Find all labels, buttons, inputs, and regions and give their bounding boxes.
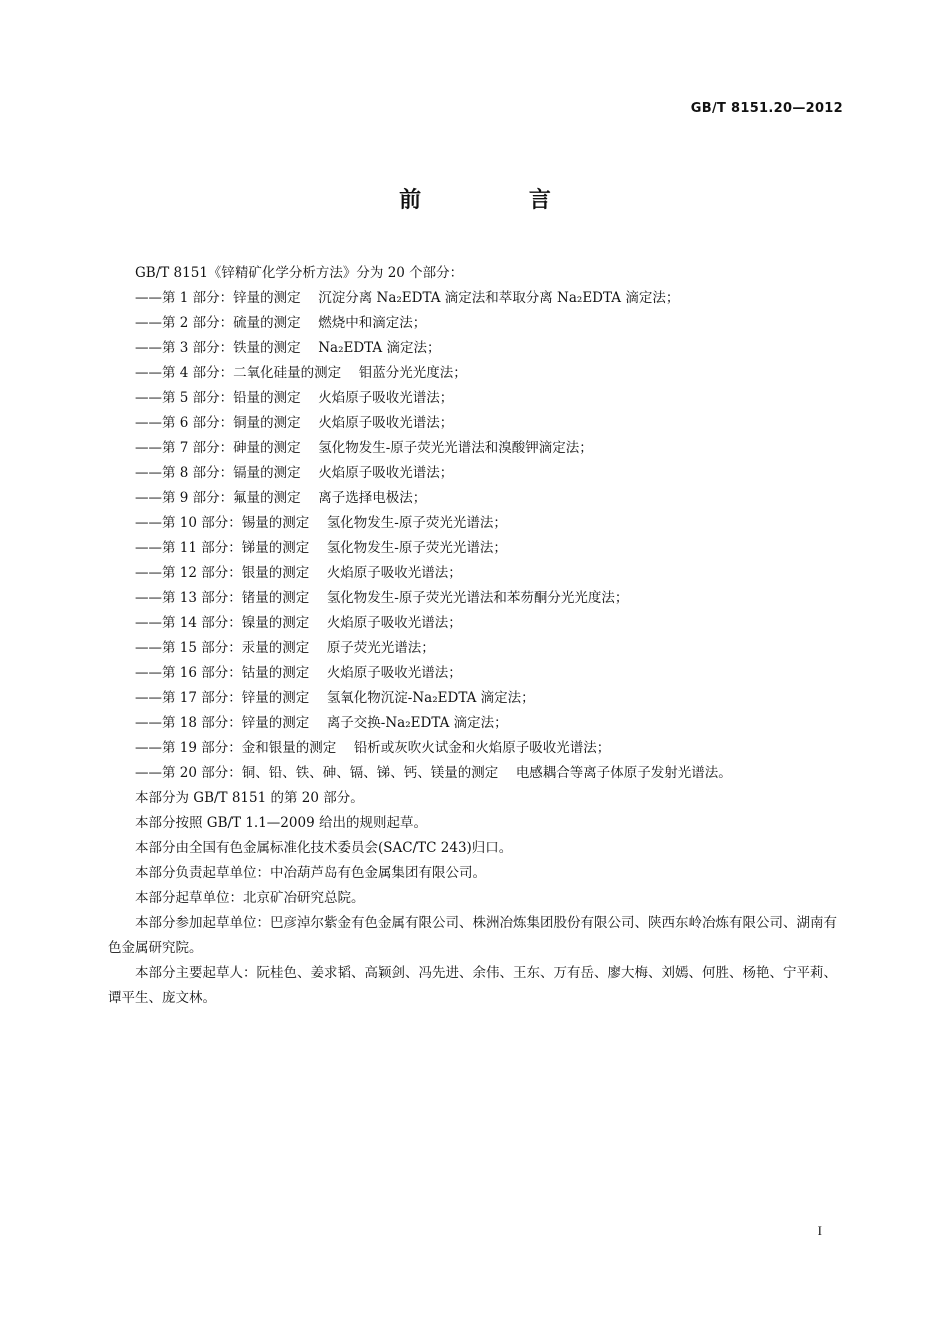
- body-paragraph: 本部分负责起草单位：中冶葫芦岛有色金属集团有限公司。: [135, 865, 486, 881]
- list-item: ——第 5 部分：铅量的测定 火焰原子吸收光谱法；: [135, 390, 454, 406]
- list-item: ——第 4 部分：二氧化硅量的测定 钼蓝分光光度法；: [135, 365, 467, 381]
- list-item: ——第 17 部分：锌量的测定 氢氧化物沉淀-Na₂EDTA 滴定法；: [135, 690, 535, 706]
- list-item: ——第 18 部分：锌量的测定 离子交换-Na₂EDTA 滴定法；: [135, 715, 508, 731]
- page-number: I: [817, 1223, 822, 1238]
- page-title: 前 言: [399, 188, 601, 213]
- list-item: ——第 13 部分：锗量的测定 氢化物发生-原子荧光光谱法和苯芴酮分光光度法；: [135, 590, 629, 606]
- list-item: ——第 2 部分：硫量的测定 燃烧中和滴定法；: [135, 315, 427, 331]
- list-item: ——第 11 部分：锑量的测定 氢化物发生-原子荧光光谱法；: [135, 540, 507, 556]
- list-item: ——第 12 部分：银量的测定 火焰原子吸收光谱法；: [135, 565, 462, 581]
- body-paragraph: 本部分主要起草人：阮桂色、姜求韬、高颖剑、冯先进、余伟、王东、万有岳、廖大梅、刘嫣、何胜、杨艳、宁平莉、谭平生、庞文林。: [108, 965, 837, 1006]
- body-paragraph: 本部分参加起草单位：巴彦淖尔紫金有色金属有限公司、株洲冶炼集团股份有限公司、陕西东岭冶炼有限公司、湖南有色金属研究院。: [108, 915, 837, 956]
- list-item: ——第 14 部分：镍量的测定 火焰原子吸收光谱法；: [135, 615, 462, 631]
- list-item: ——第 16 部分：钴量的测定 火焰原子吸收光谱法；: [135, 665, 462, 681]
- list-item: ——第 6 部分：铜量的测定 火焰原子吸收光谱法；: [135, 415, 454, 431]
- list-item: ——第 19 部分：金和银量的测定 铅析或灰吹火试金和火焰原子吸收光谱法；: [135, 740, 611, 756]
- list-item: ——第 10 部分：锡量的测定 氢化物发生-原子荧光光谱法；: [135, 515, 507, 531]
- body-paragraph: 本部分由全国有色金属标准化技术委员会(SAC/TC 243)归口。: [135, 840, 513, 856]
- body-paragraph: 本部分起草单位：北京矿冶研究总院。: [135, 890, 365, 906]
- list-item: ——第 7 部分：砷量的测定 氢化物发生-原子荧光光谱法和溴酸钾滴定法；: [135, 440, 593, 456]
- list-item: ——第 9 部分：氟量的测定 离子选择电极法；: [135, 490, 427, 506]
- list-item: ——第 1 部分：锌量的测定 沉淀分离 Na₂EDTA 滴定法和萃取分离 Na₂EDTA 滴定法；: [135, 290, 680, 306]
- body-paragraph: 本部分为 GB/T 8151 的第 20 部分。: [135, 790, 364, 806]
- list-item: ——第 3 部分：铁量的测定 Na₂EDTA 滴定法；: [135, 340, 441, 356]
- list-item: ——第 8 部分：镉量的测定 火焰原子吸收光谱法；: [135, 465, 454, 481]
- intro-paragraph: GB/T 8151《锌精矿化学分析方法》分为 20 个部分：: [135, 265, 464, 281]
- standard-code: GB/T 8151.20—2012: [690, 101, 843, 116]
- list-item: ——第 20 部分：铜、铅、铁、砷、镉、锑、钙、镁量的测定 电感耦合等离子体原子发射光谱法。: [135, 765, 732, 781]
- parts-list: [108, 286, 843, 786]
- document-body: [108, 261, 843, 1011]
- list-item: ——第 15 部分：汞量的测定 原子荧光光谱法；: [135, 640, 435, 656]
- body-paragraph: 本部分按照 GB/T 1.1—2009 给出的规则起草。: [135, 815, 427, 831]
